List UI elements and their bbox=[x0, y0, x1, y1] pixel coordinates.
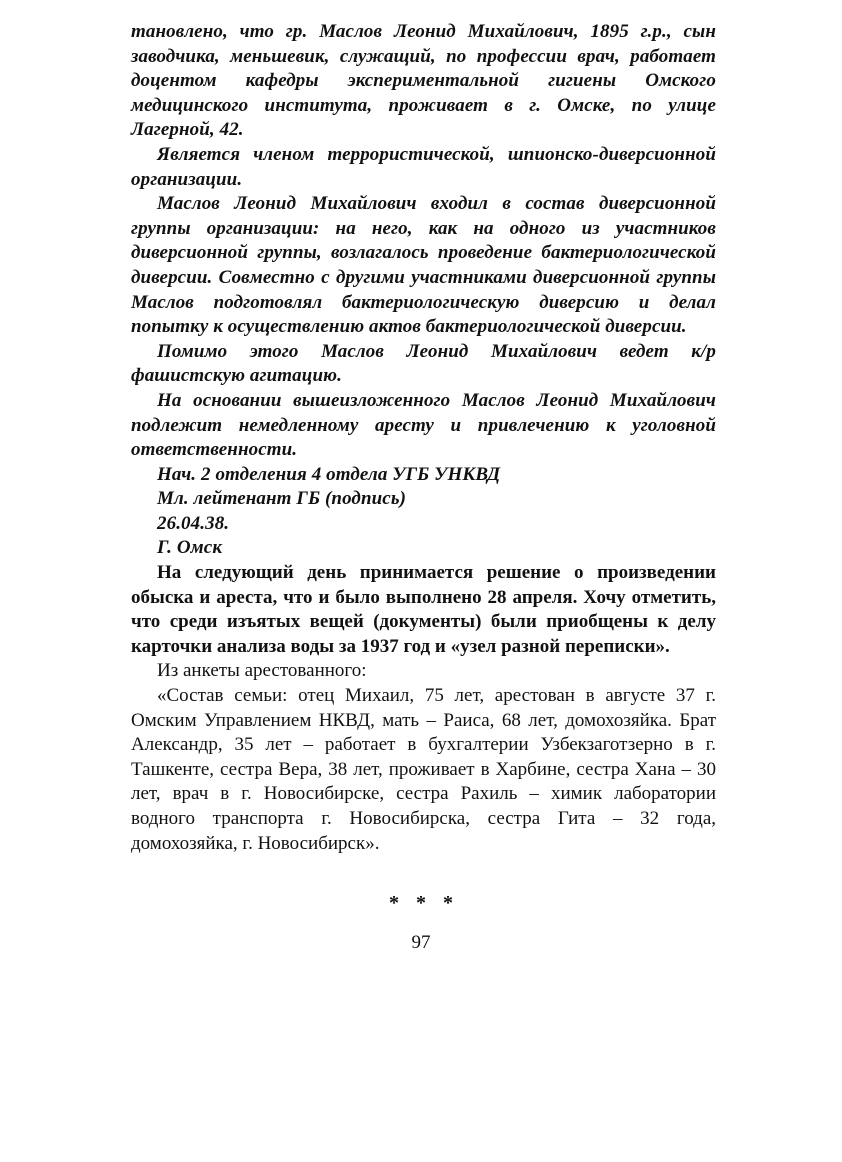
page-number: 97 bbox=[411, 932, 431, 953]
signature-position: Нач. 2 отделения 4 отдела УГБ УНКВД bbox=[157, 463, 501, 485]
signature-date: 26.04.38. bbox=[157, 512, 230, 534]
body-paragraph: «Состав семьи: отец Михаил, 75 лет, арестован в августе 37 г. Омским Управлением НКВД, мать – Раиса, 68 лет, домохозяйка. Брат Александр, 35 лет – работает в бухгалтерии Узбекзаготзерно в г. Ташкенте, сестра Вера, 38 лет, проживает в Харбине, сестра Хана – 30 лет, врач в г. Новосибирске, сестра Рахиль – химик лаборатории водного транспорта г. Новосибирска, сестра Гита – 32 года, домохозяйка, г. Новосибирск». bbox=[131, 685, 716, 854]
document-paragraph: На основании вышеизложенного Маслов Леонид Михайлович подлежит немедленному аресту и привлечению к уголовной ответственности. bbox=[131, 389, 716, 461]
signature-rank: Мл. лейтенант ГБ (подпись) bbox=[157, 488, 407, 510]
body-paragraph: На следующий день принимается решение о произведении обыска и ареста, что и было выполнено 28 апреля. Хочу отметить, что среди изъятых вещей (документы) были приобщены к делу карточки анализа воды за 1937 год и «узел разной переписки». bbox=[131, 562, 716, 657]
document-paragraph: Маслов Леонид Михайлович входил в состав диверсионной группы организации: на него, как на одного из участников диверсионной группы, возлагалось проведение бактериологической диверсии. Совместно с другими участниками диверсионной группы Маслов подготовлял бактериологическую диверсию и делал попытку к осуществлению актов бактериологической диверсии. bbox=[131, 193, 716, 338]
document-paragraph: Является членом террористической, шпионско-диверсионной организации. bbox=[131, 143, 716, 190]
section-break: * * * bbox=[389, 892, 459, 914]
page-text bbox=[131, 20, 716, 856]
signature-place: Г. Омск bbox=[157, 537, 223, 559]
body-paragraph: Из анкеты арестованного: bbox=[157, 660, 367, 682]
document-paragraph: тановлено, что гр. Маслов Леонид Михайлович, 1895 г.р., сын заводчика, меньшевик, служащий, по профессии врач, работает доцентом кафедры экспериментальной гигиены Омского медицинского института, проживает в г. Омске, по улице Лагерной, 42. bbox=[131, 21, 716, 141]
document-paragraph: Помимо этого Маслов Леонид Михайлович ведет к/р фашистскую агитацию. bbox=[131, 340, 716, 387]
